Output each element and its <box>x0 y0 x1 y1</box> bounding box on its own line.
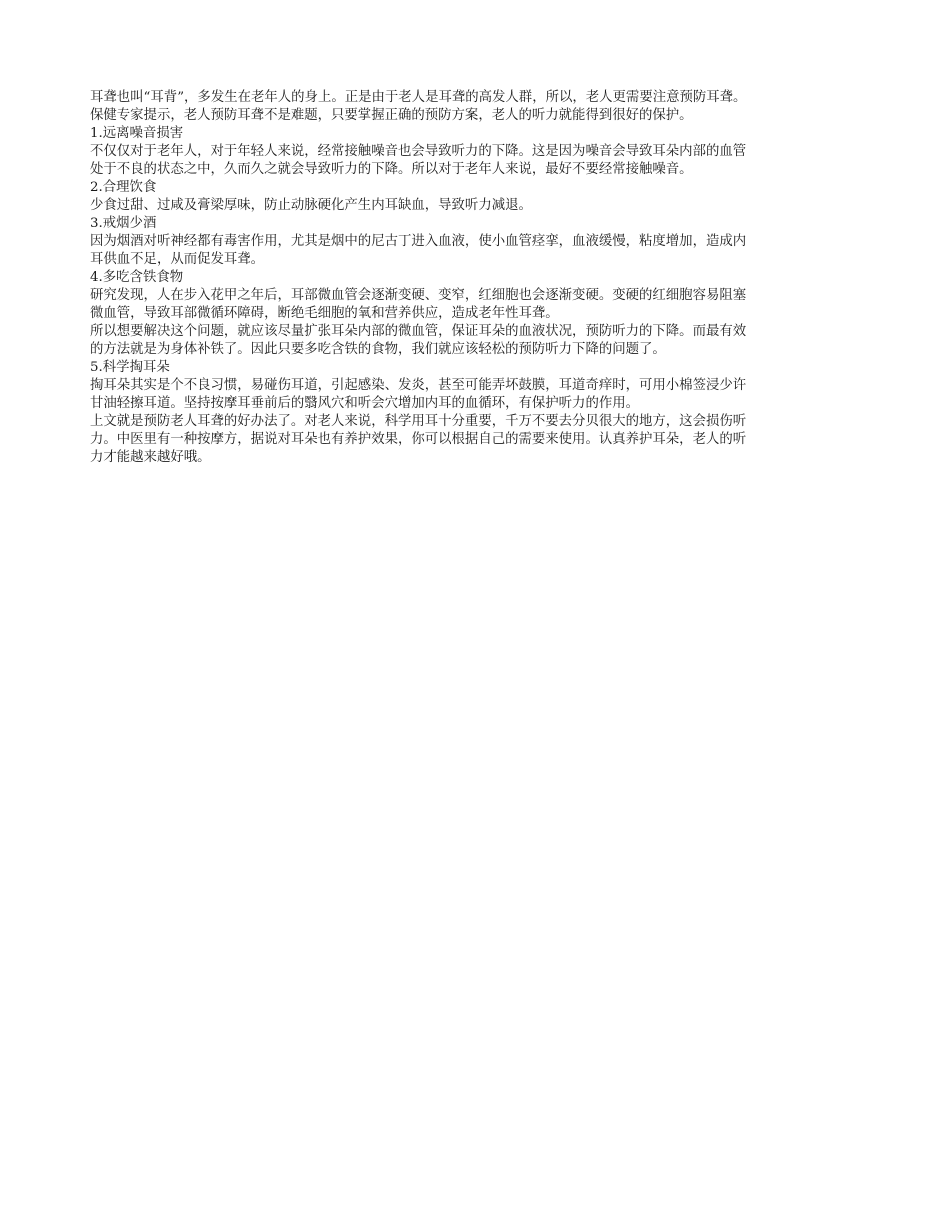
text-line: 保健专家提示，老人预防耳聋不是难题，只要掌握正确的预防方案，老人的听力就能得到很好的保护。 <box>90 108 693 123</box>
iron-paragraph-2 <box>90 323 862 359</box>
smoking-paragraph <box>90 233 862 269</box>
text-line: 因为烟酒对听神经都有毒害作用，尤其是烟中的尼古丁进入血液，使小血管痉挛，血液缓慢，粘度增加，造成内 <box>90 234 747 249</box>
section-heading-iron: 4.多吃含铁食物 <box>90 270 184 285</box>
section-heading-ear-cleaning: 5.科学掏耳朵 <box>90 360 170 375</box>
ear-cleaning-paragraph <box>90 377 862 413</box>
text-line: 耳聋也叫“耳背”，多发生在老年人的身上。正是由于老人是耳聋的高发人群，所以，老人更需要注意预防耳聋。 <box>90 90 747 105</box>
text-line: 力才能越来越好哦。 <box>90 450 211 465</box>
noise-paragraph <box>90 143 862 179</box>
iron-paragraph-1 <box>90 287 862 323</box>
text-line: 处于不良的状态之中，久而久之就会导致听力的下降。所以对于老年人来说，最好不要经常接触噪音。 <box>90 162 693 177</box>
text-line: 掏耳朵其实是个不良习惯，易碰伤耳道，引起感染、发炎，甚至可能弄坏鼓膜，耳道奇痒时，可用小棉签浸少许 <box>90 378 747 393</box>
text-line: 少食过甜、过咸及膏梁厚味，防止动脉硬化产生内耳缺血，导致听力减退。 <box>90 198 532 213</box>
document-body <box>90 89 862 467</box>
text-line: 力。中医里有一种按摩方，据说对耳朵也有养护效果，你可以根据自己的需要来使用。认真养护耳朵，老人的听 <box>90 432 747 447</box>
section-heading-diet: 2.合理饮食 <box>90 180 157 195</box>
text-line: 所以想要解决这个问题，就应该尽量扩张耳朵内部的微血管，保证耳朵的血液状况，预防听力的下降。而最有效 <box>90 324 747 339</box>
conclusion-paragraph <box>90 413 862 467</box>
diet-paragraph <box>90 197 862 215</box>
text-line: 耳供血不足，从而促发耳聋。 <box>90 252 265 267</box>
text-line: 上文就是预防老人耳聋的好办法了。对老人来说，科学用耳十分重要，千万不要去分贝很大的地方，这会损伤听 <box>90 414 747 429</box>
text-line: 研究发现，人在步入花甲之年后，耳部微血管会逐渐变硬、变窄，红细胞也会逐渐变硬。变硬的红细胞容易阻塞 <box>90 288 747 303</box>
section-heading-noise: 1.远离噪音损害 <box>90 126 184 141</box>
intro-paragraph <box>90 89 862 125</box>
section-heading-smoking: 3.戒烟少酒 <box>90 216 157 231</box>
text-line: 的方法就是为身体补铁了。因此只要多吃含铁的食物，我们就应该轻松的预防听力下降的问题了。 <box>90 342 666 357</box>
text-line: 不仅仅对于老年人，对于年轻人来说，经常接触噪音也会导致听力的下降。这是因为噪音会导致耳朵内部的血管 <box>90 144 747 159</box>
text-line: 微血管，导致耳部微循环障碍，断绝毛细胞的氧和营养供应，造成老年性耳聋。 <box>90 306 559 321</box>
text-line: 甘油轻擦耳道。坚持按摩耳垂前后的翳风穴和听会穴增加内耳的血循环，有保护听力的作用。 <box>90 396 640 411</box>
